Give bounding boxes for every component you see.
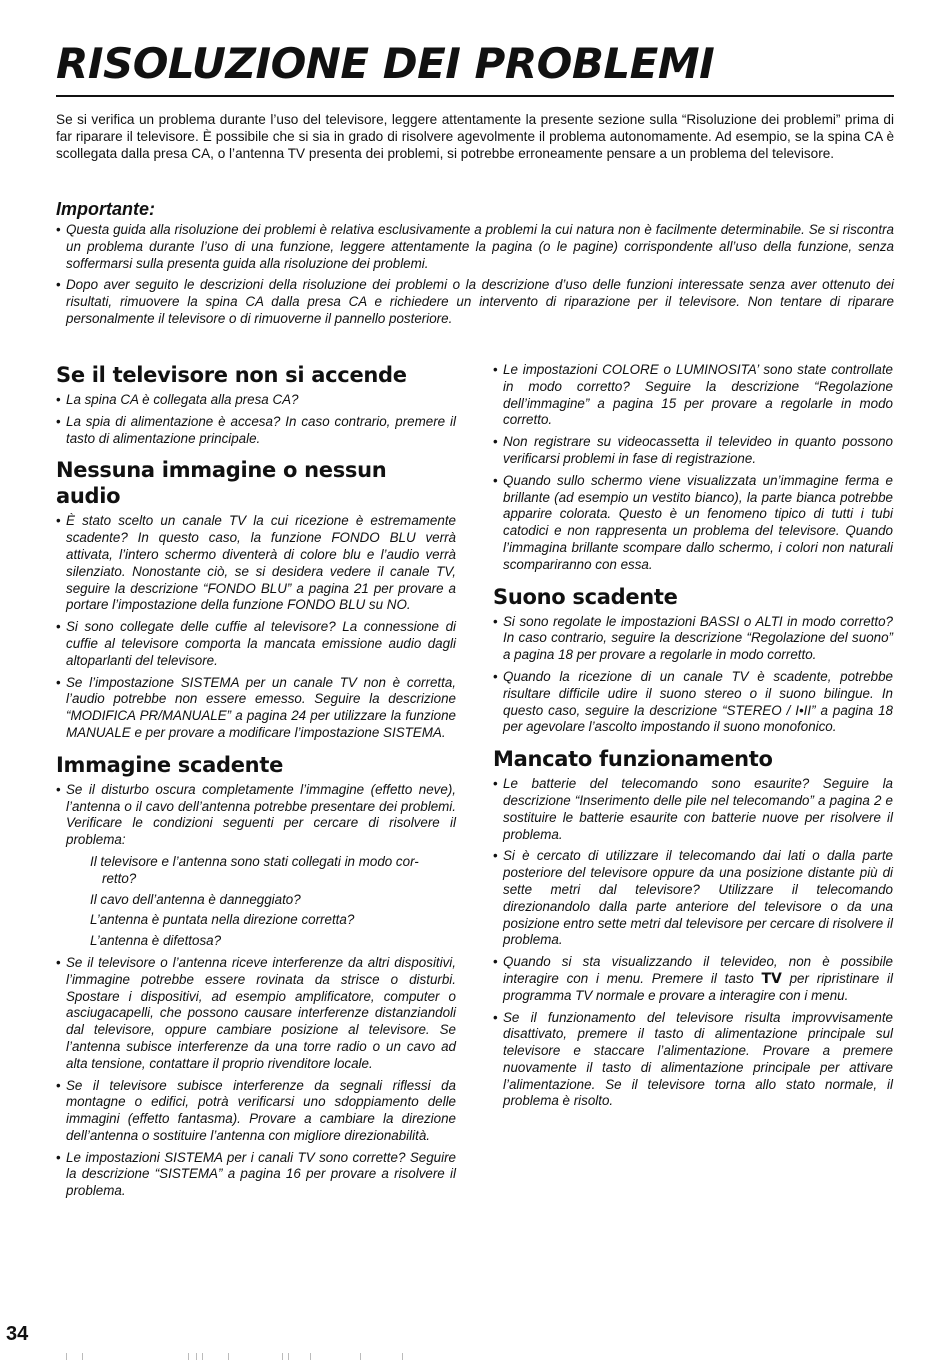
list-item: • È stato scelto un canale TV la cui ricezione è estremamente scadente? In questo caso, la funzione FONDO BLU verrà attivata, l’intero schermo diventerà di colore blu e l’audio verrà silenziato. Nonostante ciò, se si desidera vedere il canale TV, seguire la descrizione “FONDO BLU” a pagina 21 per provare a portare l’impostazione della funzione FONDO BLU su NO. xyxy=(56,513,456,614)
check-list xyxy=(56,854,456,950)
page-title: RISOLUZIONE DEI PROBLEMI xyxy=(56,39,715,88)
important-item-1: • Questa guida alla risoluzione dei problemi è relativa esclusivamente a problemi la cui natura non è facilmente determinabile. Se si riscontra un problema durante l’uso di una funzione, leggere attentamente la pagina (o le pagine) corrispondente all’uso della funzione, senza soffermarsi sulla presenta guida alla risoluzione dei problemi. xyxy=(56,222,894,272)
check-item: Il televisore e l’antenna sono stati collegati in modo cor- retto? xyxy=(90,853,419,886)
section-heading-poor-picture: Immagine scadente xyxy=(56,752,284,777)
list-item: • La spina CA è collegata alla presa CA? xyxy=(56,392,456,409)
list-item: • Si è cercato di utilizzare il telecomando dai lati o dalla parte posteriore del televisore oppure da una posizione distante più di sette metri dal televisore? Utilizzare il telecomando direzionandolo dalla parte anteriore del televisore o da una posizione entro sette metri dal televisore per cercare di risolvere il problema. xyxy=(493,848,893,949)
title-rule xyxy=(56,95,894,97)
page-number: 34 xyxy=(6,1323,29,1345)
list-item: • Non registrare su videocassetta il televideo in quanto possono verificarsi problemi in fase di registrazione. xyxy=(493,434,893,468)
right-column xyxy=(493,362,893,1115)
bottom-tick-marks xyxy=(60,1353,420,1361)
check-item: L’antenna è puntata nella direzione corretta? xyxy=(90,912,355,928)
list-item: • Quando sullo schermo viene visualizzata un’immagine ferma e brillante (ad esempio un vestito bianco), la parte bianca potrebbe apparire colorata. Questo è un fenomeno tipico di tutti i tubi catodici e non rappresenta un problema del televisore. Quando l’immagina brillante scompare dallo schermo, i colori non naturali scompariranno con essa. xyxy=(493,473,893,574)
section-heading-no-power: Se il televisore non si accende xyxy=(56,363,407,387)
list-item: • Le impostazioni COLORE o LUMINOSITA’ sono state controllate in modo corretto? Seguire la descrizione “Regolazione dell’immagine” a pagina 15 per provare a regolarle in modo corretto. xyxy=(493,362,893,429)
list-item: • Se il disturbo oscura completamente l’immagine (effetto neve), l’antenna o il cavo dell’antenna potrebbe presentare dei problemi. Verificare le condizioni seguenti per cercare di risolvere il problema: xyxy=(56,782,456,849)
important-list xyxy=(56,222,894,333)
list-item: • La spia di alimentazione è accesa? In caso contrario, premere il tasto di alimentazione principale. xyxy=(56,414,456,448)
intro-paragraph: Se si verifica un problema durante l’uso del televisore, leggere attentamente la presente sezione sulla “Risoluzione dei problemi” prima di far riparare il televisore. È possibile che si sia in grado di risolvere agevolmente il problema autonomamente. Ad esempio, se la spina CA è scollegata dalla presa CA, o l’antenna TV presenta dei problemi, si potrebbe erroneamente pensare a un problema del televisore. xyxy=(56,112,894,161)
check-item: Il cavo dell’antenna è danneggiato? xyxy=(90,891,301,907)
list-item: • Se l’impostazione SISTEMA per un canale TV non è corretta, l’audio potrebbe non essere emesso. Seguire la descrizione “MODIFICA PR/MANUALE” a pagina 24 per utilizzare la funzione MANUALE e per provare a modificare l’impostazione SISTEMA. xyxy=(56,675,456,742)
important-item-2: • Dopo aver seguito le descrizioni della risoluzione dei problemi o la descrizione d’uso delle funzioni interessate senza aver ottenuto dei risultati, rimuovere la spina CA dalla presa CA e richiedere un intervento di riparazione per il televisore. Non tentare di riparare personalmente il televisore o di rimuoverne il pannello posteriore. xyxy=(56,277,894,327)
list-item: • Quando si sta visualizzando il televideo, non è possibile interagire con i menu. Premere il tasto TV per ripristinare il programma TV normale e provare a interagire con i menu. xyxy=(493,954,893,1004)
section-heading-no-picture: Nessuna immagine o nessun audio xyxy=(56,458,387,509)
important-heading: Importante: xyxy=(56,199,155,219)
list-item: • Quando la ricezione di un canale TV è scadente, potrebbe risultare difficile udire il suono stereo o il suono bilingue. In questo caso, seguire la descrizione “STEREO / I•II” a pagina 18 per agevolare l’ascolto impostando il suono monofonico. xyxy=(493,669,893,736)
list-item: • Se il televisore subisce interferenze da segnali riflessi da montagne o edifici, potrà verificarsi uno sdoppiamento delle immagini (effetto fantasma). Provare a cambiare la direzione dell’antenna o sostituire l’antenna con migliore direzionabilità. xyxy=(56,1078,456,1145)
left-column xyxy=(56,362,456,1205)
section-heading-poor-sound: Suono scadente xyxy=(493,584,678,609)
section-heading-malfunction: Mancato funzionamento xyxy=(493,747,773,772)
tv-key-symbol: TV xyxy=(761,970,782,987)
list-item: • Le batterie del telecomando sono esaurite? Seguire la descrizione “Inserimento delle pile nel telecomando” a pagina 2 e sostituire le batterie esaurite con batterie nuove per risolvere il problema. xyxy=(493,776,893,843)
list-item: • Le impostazioni SISTEMA per i canali TV sono corrette? Seguire la descrizione “SISTEMA” a pagina 16 per provare a risolvere il problema. xyxy=(56,1150,456,1200)
list-item: • Se il televisore o l’antenna riceve interferenze da altri dispositivi, l’immagine potrebbe essere rovinata da strisce o disturbi. Spostare i dispositivi, ad esempio amplificatore, computer o asciugacapelli, che possono causare interferenze distanziandoli dal televisore, oppure cambiare posizione al televisore. Se l’antenna subisce interferenze da una torre radio o un cavo ad alta tensione, contattare il proprio rivenditore locale. xyxy=(56,955,456,1073)
check-item: L’antenna è difettosa? xyxy=(90,933,222,949)
list-item: • Se il funzionamento del televisore risulta improvvisamente disattivato, premere il tasto di alimentazione principale sul televisore e staccare l’alimentazione. Provare a premere nuovamente il tasto di alimentazione principale per attivare l’alimentazione. Se il televisore torna allo stato normale, il problema è risolto. xyxy=(493,1010,893,1111)
list-item: • Si sono regolate le impostazioni BASSI o ALTI in modo corretto? In caso contrario, seguire la descrizione “Regolazione del suono” a pagina 18 per provare a regolarle in modo corretto. xyxy=(493,614,893,664)
list-item: • Si sono collegate delle cuffie al televisore? La connessione di cuffie al televisore comporta la mancata emissione audio dagli altoparlanti del televisore. xyxy=(56,619,456,669)
